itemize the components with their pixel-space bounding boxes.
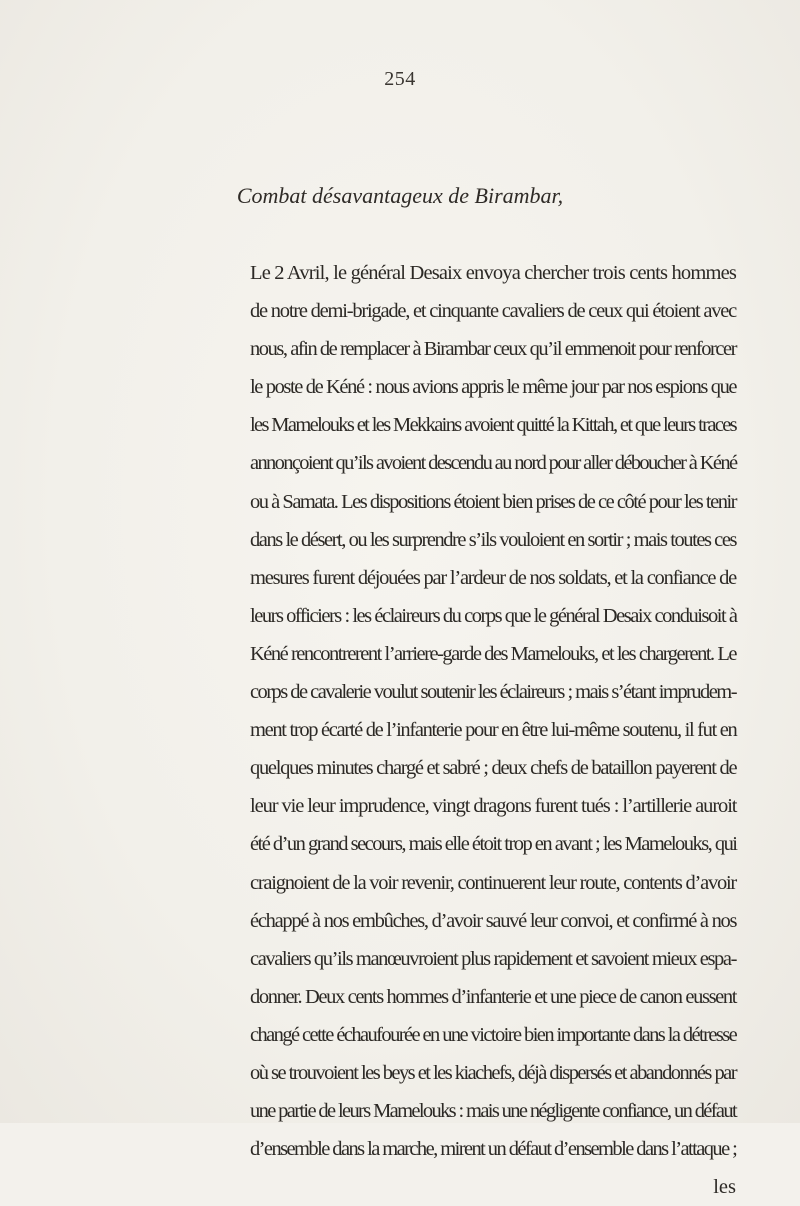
text-line: ment trop écarté de l’infanterie pour en être lui-même soutenu, il fut en xyxy=(250,719,737,742)
text-line: leur vie leur imprudence, vingt dragons furent tués : l’artillerie auroit xyxy=(250,795,737,818)
text-line: de notre demi-brigade, et cinquante cavaliers de ceux qui étoient avec xyxy=(250,300,737,323)
section-title: Combat désavantageux de Birambar, xyxy=(236,183,564,208)
text-line: Kéné rencontrerent l’arriere-garde des Mamelouks, et les chargerent. Le xyxy=(250,642,736,665)
text-line: nous, afin de remplacer à Birambar ceux qu’il emmenoit pour renforcer xyxy=(250,338,736,361)
text-line: d’ensemble dans la marche, mirent un défaut d’ensemble dans l’attaque ; xyxy=(250,1138,737,1161)
text-line: ou à Samata. Les dispositions étoient bien prises de ce côté pour les tenir xyxy=(250,490,736,513)
text-line: annonçoient qu’ils avoient descendu au nord pour aller déboucher à Kéné xyxy=(250,452,737,475)
text-line: dans le désert, ou les surprendre s’ils vouloient en sortir ; mais toutes ces xyxy=(250,528,736,551)
text-line: donner. Deux cents hommes d’infanterie et une piece de canon eussent xyxy=(250,985,737,1008)
text-line: corps de cavalerie voulut soutenir les éclaireurs ; mais s’étant imprudem- xyxy=(250,681,736,704)
text-line: craignoient de la voir revenir, continuerent leur route, contents d’avoir xyxy=(250,871,736,894)
body-text xyxy=(250,254,736,1206)
text-line: les Mamelouks et les Mekkains avoient quitté la Kittah, et que leurs traces xyxy=(250,414,736,437)
text-line: où se trouvoient les beys et les kiachefs, déjà dispersés et abandonnés par xyxy=(250,1061,736,1084)
text-line: cavaliers qu’ils manœuvroient plus rapidement et savoient mieux espa- xyxy=(250,947,736,970)
text-line: été d’un grand secours, mais elle étoit trop en avant ; les Mamelouks, qui xyxy=(250,833,737,856)
page-number: 254 xyxy=(384,68,416,90)
text-line: échappé à nos embûches, d’avoir sauvé leur convoi, et confirmé à nos xyxy=(250,909,737,932)
text-line: une partie de leurs Mamelouks : mais une négligente confiance, un défaut xyxy=(250,1100,736,1123)
text-line: mesures furent déjouées par l’ardeur de nos soldats, et la confiance de xyxy=(250,566,736,589)
text-line: leurs officiers : les éclaireurs du corps que le général Desaix conduisoit à xyxy=(250,604,737,627)
text-line: Le 2 Avril, le général Desaix envoya chercher trois cents hommes xyxy=(250,262,736,284)
text-line: le poste de Kéné : nous avions appris le même jour par nos espions que xyxy=(250,376,737,399)
text-line: changé cette échaufourée en une victoire bien importante dans la détresse xyxy=(250,1023,737,1046)
catchword: les xyxy=(713,1176,736,1199)
text-line: quelques minutes chargé et sabré ; deux chefs de bataillon payerent de xyxy=(250,757,737,780)
